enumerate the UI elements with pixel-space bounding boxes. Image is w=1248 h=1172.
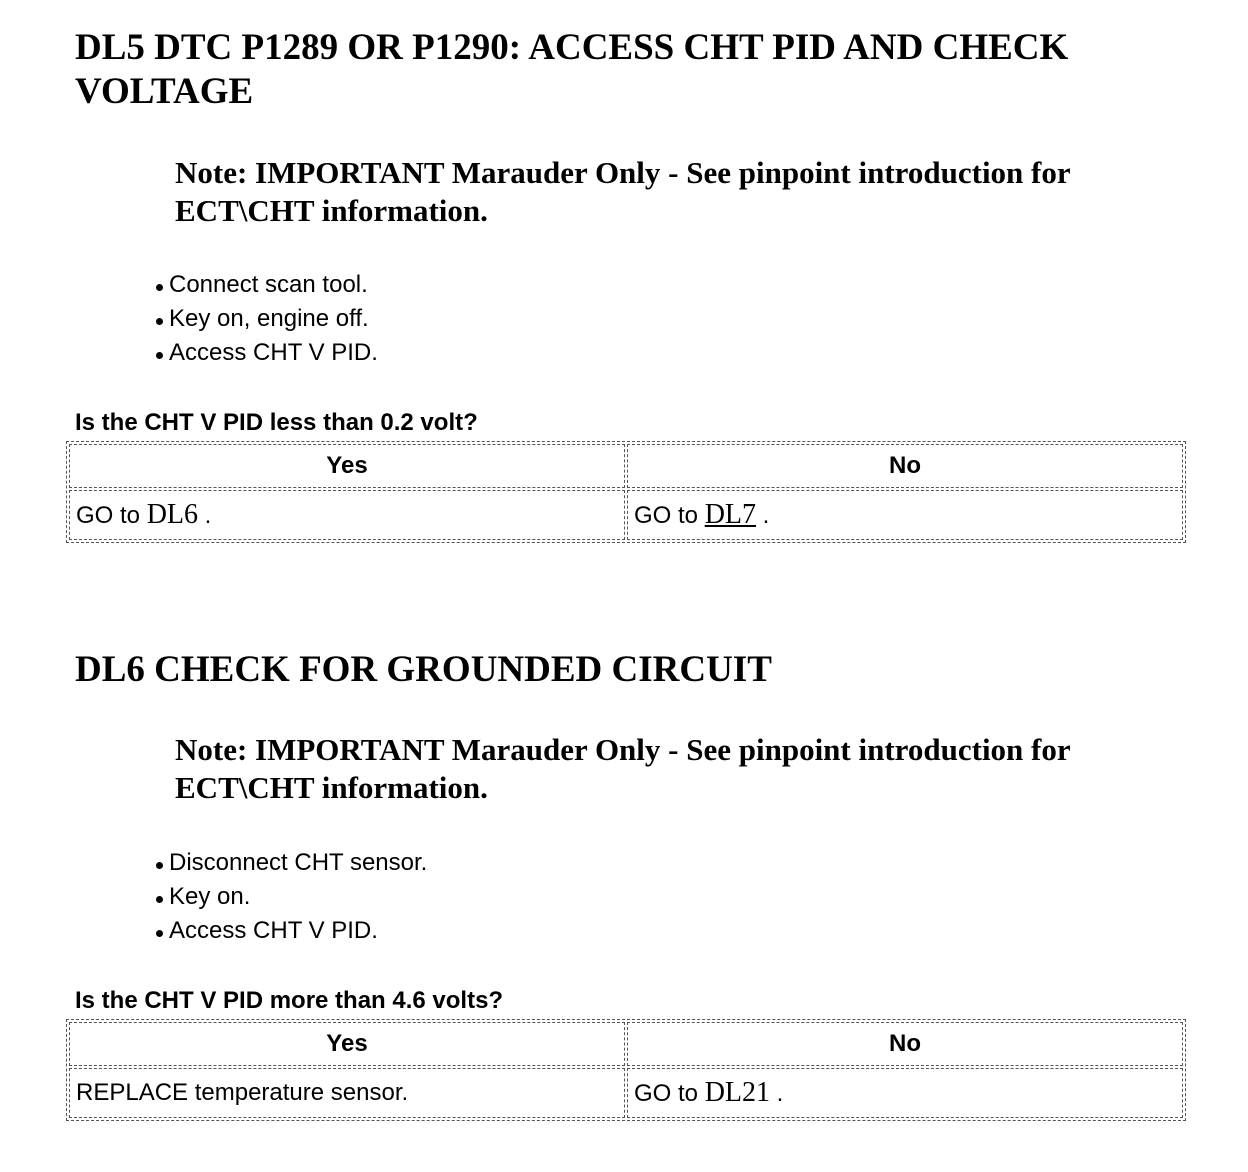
yes-action-cell (69, 490, 625, 540)
bullet-icon (156, 862, 163, 869)
decision-question: Is the CHT V PID more than 4.6 volts? (75, 987, 504, 1014)
list-item (156, 914, 427, 948)
no-action-cell (627, 1068, 1183, 1118)
procedure-steps (156, 846, 427, 948)
procedure-steps (156, 268, 378, 370)
step-text: Key on. (169, 883, 251, 910)
action-suffix: . (756, 502, 770, 529)
no-column-header: No (627, 1022, 1183, 1066)
list-item (156, 336, 378, 370)
action-suffix: . (770, 1080, 784, 1107)
yes-column-header: Yes (69, 1022, 625, 1066)
no-column-header: No (627, 444, 1183, 488)
list-item (156, 880, 427, 914)
table-header-row (69, 1022, 1183, 1066)
decision-question: Is the CHT V PID less than 0.2 volt? (75, 409, 478, 436)
important-note: Note: IMPORTANT Marauder Only - See pinpoint introduction for ECT\CHT information. (175, 155, 1071, 228)
list-item (156, 302, 378, 336)
step-reference-dl21: DL21 (704, 1077, 771, 1108)
table-header-row (69, 444, 1183, 488)
bullet-icon (156, 930, 163, 937)
yes-action-cell: REPLACE temperature sensor. (69, 1068, 625, 1118)
action-prefix: GO to (76, 502, 147, 529)
step-text: Access CHT V PID. (169, 917, 378, 944)
step-reference-dl6: DL6 (146, 499, 199, 530)
decision-table (66, 441, 1186, 543)
table-row (69, 490, 1183, 540)
bullet-icon (156, 284, 163, 291)
section-heading: DL5 DTC P1289 OR P1290: ACCESS CHT PID AND CHECK VOLTAGE (75, 27, 1069, 112)
no-action-cell (627, 490, 1183, 540)
bullet-icon (156, 896, 163, 903)
step-text: Access CHT V PID. (169, 339, 378, 366)
yes-column-header: Yes (69, 444, 625, 488)
step-link-dl7[interactable]: DL7 (704, 499, 757, 530)
list-item (156, 268, 378, 302)
action-prefix: GO to (634, 1080, 705, 1107)
list-item (156, 846, 427, 880)
bullet-icon (156, 352, 163, 359)
important-note: Note: IMPORTANT Marauder Only - See pinpoint introduction for ECT\CHT information. (175, 732, 1071, 805)
section-heading: DL6 CHECK FOR GROUNDED CIRCUIT (75, 649, 772, 690)
step-text: Disconnect CHT sensor. (169, 849, 428, 876)
action-suffix: . (198, 502, 212, 529)
table-row (69, 1068, 1183, 1118)
step-text: Connect scan tool. (169, 271, 368, 298)
decision-table (66, 1019, 1186, 1121)
bullet-icon (156, 318, 163, 325)
action-prefix: GO to (634, 502, 705, 529)
step-text: Key on, engine off. (169, 305, 369, 332)
